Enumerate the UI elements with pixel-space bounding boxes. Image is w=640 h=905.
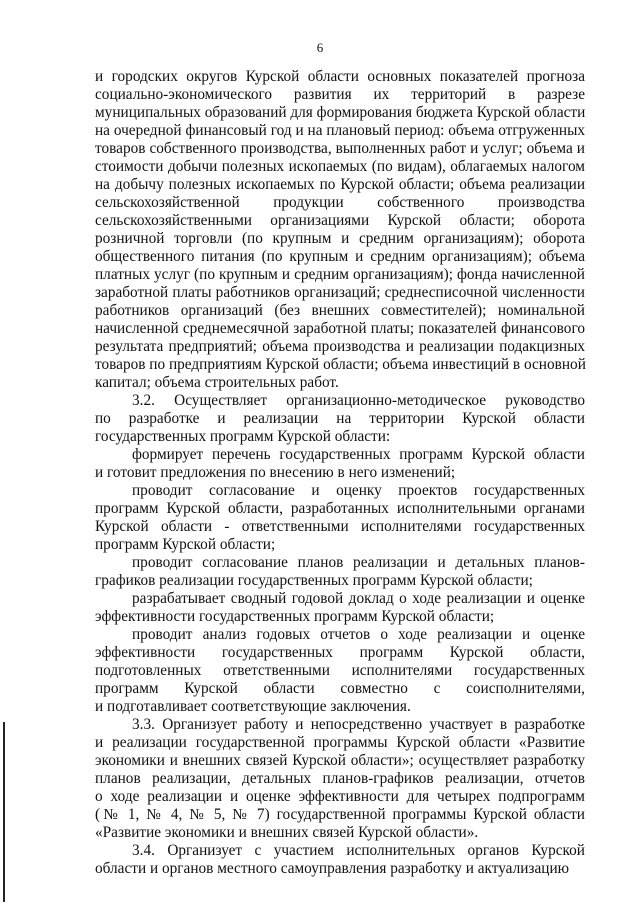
text-line: формирует перечень государственных программ Курской области: [132, 446, 585, 463]
text-line: розничной торговли (по крупным и средним организациям); оборота: [95, 230, 585, 247]
text-line: товаров собственного производства, выполненных работ и услуг; объема и: [95, 140, 585, 157]
scan-edge-mark: [3, 722, 5, 902]
paragraph-form-list: [95, 446, 585, 482]
paragraph-approve-plans: [95, 554, 585, 590]
text-line: государственных программ Курской области:: [95, 428, 391, 445]
text-line: проводит анализ годовых отчетов о ходе реализации и оценке: [132, 626, 585, 643]
text-line: начисленной среднемесячной заработной платы; показателей финансового: [95, 320, 585, 337]
paragraph-3-2: [95, 392, 585, 446]
text-line: и готовит предложения по внесению в него изменений;: [95, 464, 456, 481]
text-line: графиков реализации государственных программ Курской области;: [95, 572, 533, 589]
text-line: капитал; объема строительных работ.: [95, 374, 339, 391]
text-line: и городских округов Курской области основных показателей прогноза: [95, 68, 585, 85]
text-line: проводит согласование и оценку проектов государственных: [132, 482, 585, 499]
text-line: планов реализации, детальных планов-графиков реализации, отчетов: [95, 770, 585, 787]
text-line: 3.3. Организует работу и непосредственно участвует в разработке: [132, 716, 585, 733]
text-line: «Развитие экономики и внешних связей Курской области».: [95, 824, 479, 841]
text-line: социально-экономического развития их территорий в разрезе: [95, 86, 585, 103]
text-line: проводит согласование планов реализации и детальных планов-: [132, 554, 585, 571]
text-line: эффективности государственных программ Курской области;: [95, 608, 495, 625]
text-line: программ Курской области, разработанных исполнительными органами: [95, 500, 585, 517]
text-line: сельскохозяйственной продукции собственного производства: [95, 194, 585, 211]
text-line: программ Курской области совместно с соисполнителями,: [95, 680, 585, 697]
text-line: эффективности государственных программ Курской области,: [95, 644, 585, 661]
text-line: заработной платы работников организаций; среднесписочной численности: [95, 284, 585, 301]
text-line: товаров по предприятиям Курской области; объема инвестиций в основной: [95, 356, 586, 373]
paragraph-analyze-reports: [95, 626, 585, 716]
text-line: платных услуг (по крупным и средним организациям); фонда начисленной: [95, 266, 585, 283]
text-line: подготовленных ответственными исполнителями государственных: [95, 662, 585, 679]
text-line: программ Курской области;: [95, 536, 276, 553]
text-line: на очередной финансовый год и на плановый период: объема отгруженных: [95, 122, 585, 139]
page-number: 6: [316, 40, 324, 55]
text-line: стоимости добычи полезных ископаемых (по видам), облагаемых налогом: [95, 158, 585, 175]
text-line: о ходе реализации и оценке эффективности для четырех подпрограмм: [95, 788, 585, 805]
text-line: на добычу полезных ископаемых по Курской области; объема реализации: [95, 176, 585, 193]
text-line: результата предприятий; объема производства и реализации подакцизных: [95, 338, 585, 355]
paragraph-approve-drafts: [95, 482, 585, 554]
text-line: и подготавливает соответствующие заключения.: [95, 698, 411, 715]
text-line: общественного питания (по крупным и средним организациям); объема: [95, 248, 585, 265]
text-line: сельскохозяйственными организациями Курской области; оборота: [95, 212, 585, 229]
text-line: экономики и внешних связей Курской области»; осуществляет разработку: [95, 752, 585, 769]
paragraph-forecast-indicators: [95, 68, 585, 392]
paragraph-annual-report: [95, 590, 585, 626]
text-line: разрабатывает сводный годовой доклад о ходе реализации и оценке: [132, 590, 585, 607]
text-line: 3.4. Организует с участием исполнительных органов Курской: [132, 842, 585, 859]
text-line: (№ 1, № 4, № 5, № 7) государственной программы Курской области: [95, 806, 585, 823]
paragraph-3-4: [95, 842, 585, 878]
text-line: 3.2. Осуществляет организационно-методическое руководство: [132, 392, 585, 409]
text-line: Курской области - ответственными исполнителями государственных: [95, 518, 585, 535]
text-line: по разработке и реализации на территории Курской области: [95, 410, 585, 427]
text-line: области и органов местного самоуправления разработку и актуализацию: [95, 860, 570, 877]
text-line: работников организаций (без внешних совместителей); номинальной: [95, 302, 585, 319]
paragraph-3-3: [95, 716, 585, 842]
text-line: и реализации государственной программы Курской области «Развитие: [95, 734, 585, 751]
text-line: муниципальных образований для формирования бюджета Курской области: [95, 104, 586, 121]
document-body: [95, 68, 585, 878]
